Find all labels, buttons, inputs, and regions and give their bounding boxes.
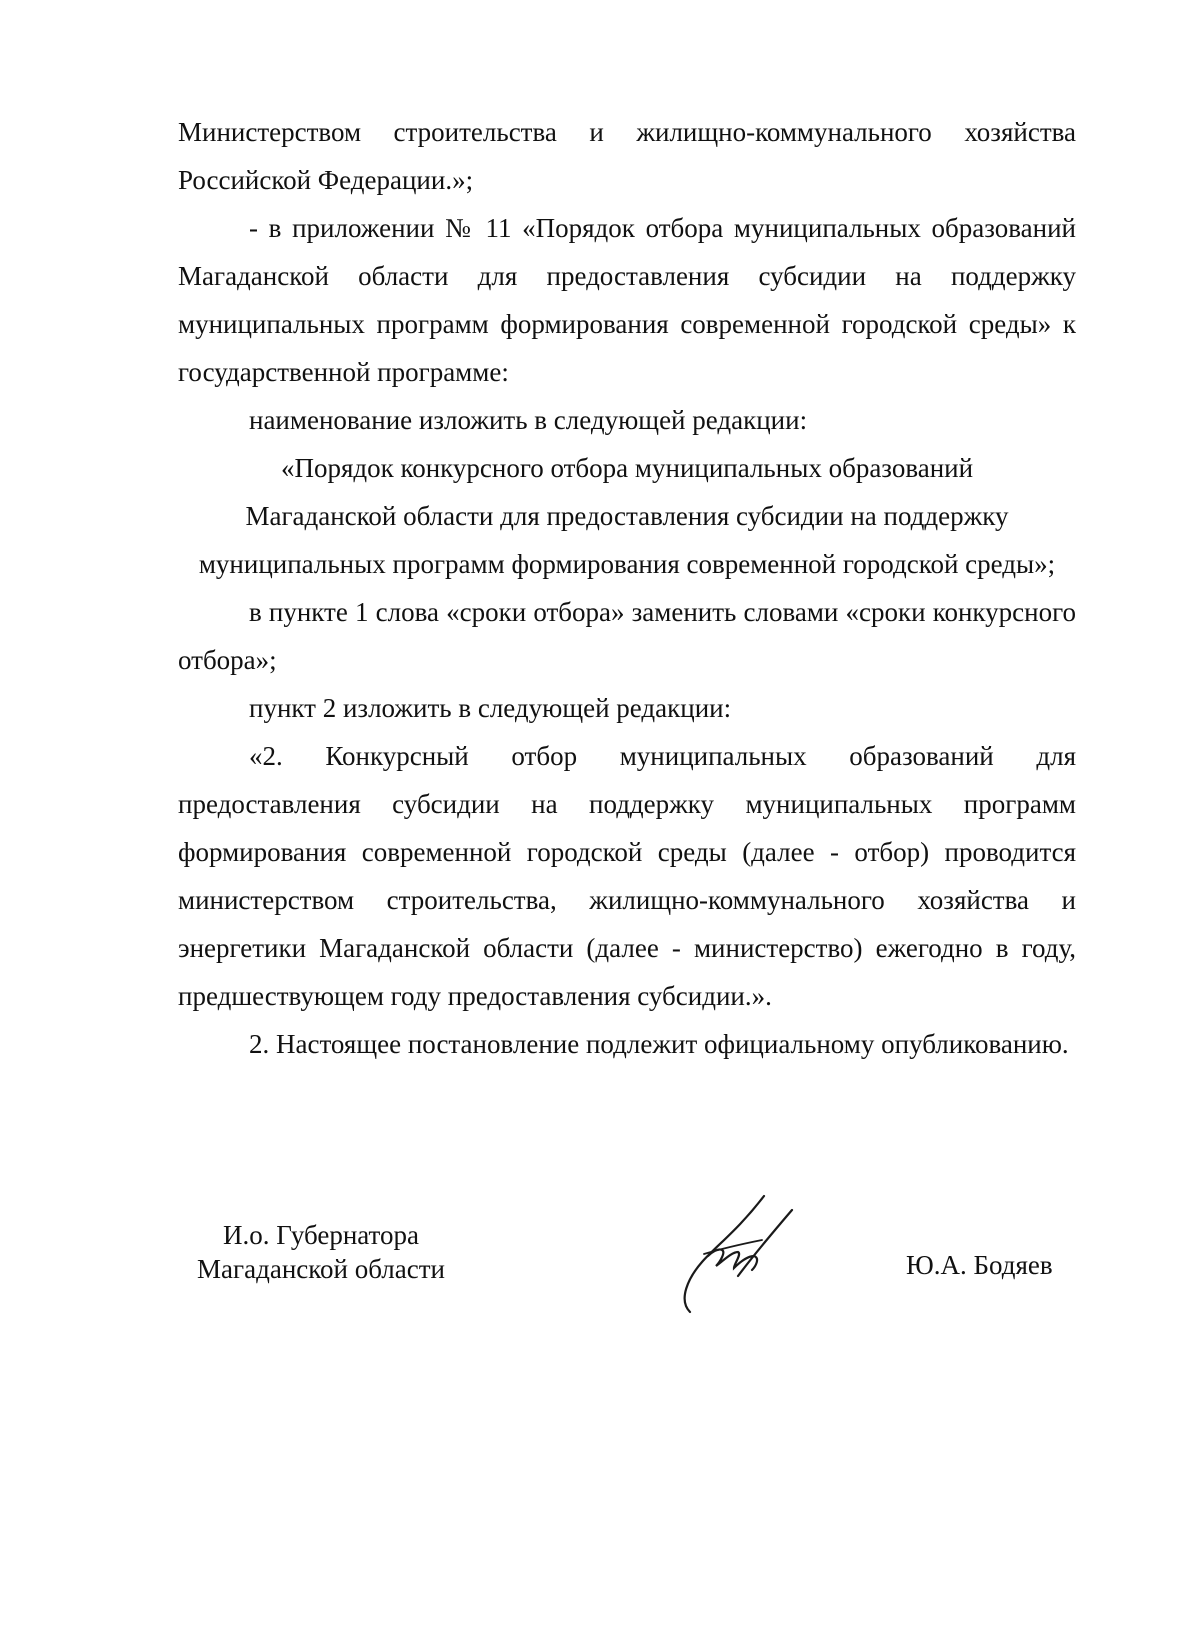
paragraph-point-2-text: «2. Конкурсный отбор муниципальных образований для предоставления субсидии на поддержку муниципальных программ формирования современной городской среды (далее - отбор) проводится министерством строительства, жилищно-коммунального хозяйства и энергетики Магаданской области (далее - министерство) ежегодно в году, предшествующем году предоставления субсидии.». [178, 741, 1076, 1011]
paragraph-publication: 2. Настоящее постановление подлежит официальному опубликованию. [249, 1029, 1069, 1059]
new-title-line-1: «Порядок конкурсного отбора муниципальных образований [280, 453, 974, 483]
new-title-line-3: муниципальных программ формирования современной городской среды»; [198, 549, 1056, 579]
signatory-name: Ю.А. Бодяев [906, 1250, 1053, 1280]
signatory-position-line-2: Магаданской области [197, 1254, 445, 1284]
paragraph-point-2-instruction: пункт 2 изложить в следующей редакции: [249, 693, 732, 723]
signatory-position-line-1: И.о. Губернатора [222, 1220, 419, 1250]
new-title-block [178, 444, 1076, 588]
paragraph-rename-instruction: наименование изложить в следующей редакции: [249, 405, 808, 435]
paragraph-ministry-continuation: Министерством строительства и жилищно-коммунального хозяйства Российской Федерации.»; [178, 117, 1076, 195]
paragraph-point-1-change: в пункте 1 слова «сроки отбора» заменить словами «сроки конкурсного отбора»; [178, 597, 1076, 675]
handwritten-signature [668, 1190, 808, 1320]
document-body [178, 108, 1076, 1068]
new-title-line-2: Магаданской области для предоставления субсидии на поддержку [245, 501, 1009, 531]
paragraph-appendix-11: - в приложении № 11 «Порядок отбора муниципальных образований Магаданской области для предоставления субсидии на поддержку муниципальных программ формирования современной городской среды» к государственной программе: [178, 213, 1076, 387]
signatory-position [186, 1218, 456, 1286]
